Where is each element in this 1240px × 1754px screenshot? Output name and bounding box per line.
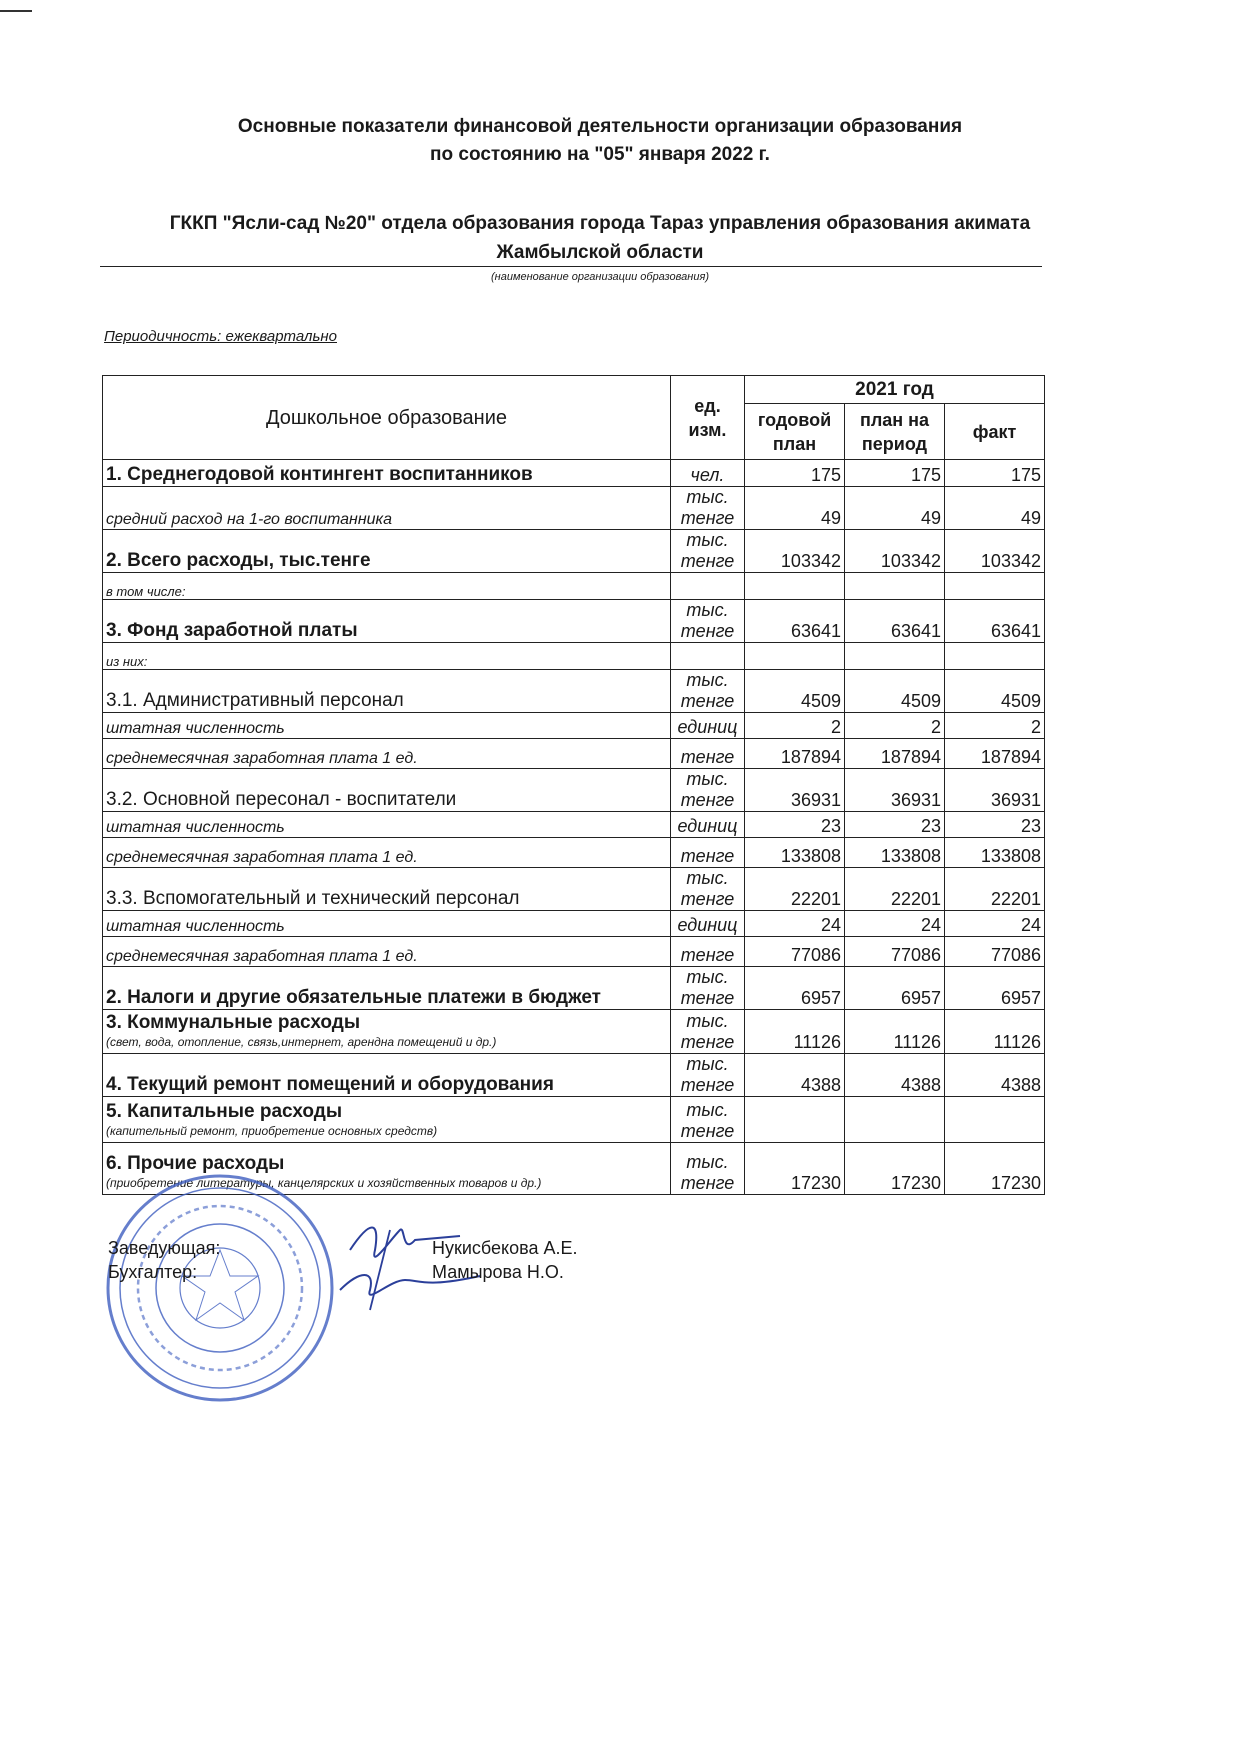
header-year: 2021 год [745, 376, 1045, 404]
row-label: 4. Текущий ремонт помещений и оборудования [103, 1054, 671, 1097]
row-annual-value: 4388 [745, 1054, 845, 1097]
table-row [103, 670, 1045, 713]
table-row [103, 600, 1045, 643]
row-label: среднемесячная заработная плата 1 ед. [103, 739, 671, 769]
row-fact-value: 4388 [945, 1054, 1045, 1097]
row-unit: тыс. тенге [671, 487, 745, 530]
row-period-value: 175 [845, 460, 945, 487]
row-fact-value: 36931 [945, 769, 1045, 812]
row-unit: тыс. тенге [671, 1054, 745, 1097]
row-label: из них: [103, 643, 671, 670]
financial-indicators-table [102, 375, 1045, 1195]
row-period-value: 133808 [845, 838, 945, 868]
row-unit: тыс. тенге [671, 1097, 745, 1143]
row-period-value [845, 643, 945, 670]
row-annual-value: 23 [745, 812, 845, 838]
row-fact-value: 63641 [945, 600, 1045, 643]
row-label: в том числе: [103, 573, 671, 600]
row-annual-value [745, 573, 845, 600]
row-fact-value: 24 [945, 911, 1045, 937]
row-period-value [845, 573, 945, 600]
accountant-role: Бухгалтер: [108, 1262, 198, 1282]
row-period-value: 22201 [845, 868, 945, 911]
row-unit: тыс. тенге [671, 967, 745, 1010]
table-row [103, 1010, 1045, 1054]
row-annual-value: 77086 [745, 937, 845, 967]
row-unit: тыс. тенге [671, 769, 745, 812]
row-fact-value: 49 [945, 487, 1045, 530]
row-label: 3.2. Основной пересонал - воспитатели [103, 769, 671, 812]
table-row [103, 769, 1045, 812]
row-annual-value: 17230 [745, 1143, 845, 1195]
row-fact-value: 175 [945, 460, 1045, 487]
row-fact-value: 22201 [945, 868, 1045, 911]
header-period-plan: план на период [845, 404, 945, 460]
table-row [103, 937, 1045, 967]
row-period-value: 24 [845, 911, 945, 937]
organization-caption: (наименование организации образования) [491, 271, 709, 283]
header-annual-plan: годовой план [745, 404, 845, 460]
row-annual-value: 6957 [745, 967, 845, 1010]
row-label: среднемесячная заработная плата 1 ед. [103, 937, 671, 967]
organization-name-line2: Жамбылской области [496, 242, 704, 263]
row-annual-value: 4509 [745, 670, 845, 713]
row-period-value: 49 [845, 487, 945, 530]
row-period-value: 4509 [845, 670, 945, 713]
row-label [103, 1010, 671, 1054]
row-period-value: 63641 [845, 600, 945, 643]
row-label-note: (приобретение литературы, канцелярских и хозяйственных товаров и др.) [106, 1176, 542, 1190]
row-unit: тыс. тенге [671, 1143, 745, 1195]
row-annual-value [745, 643, 845, 670]
row-period-value: 17230 [845, 1143, 945, 1195]
row-label: средний расход на 1-го воспитанника [103, 487, 671, 530]
row-unit: тыс. тенге [671, 1010, 745, 1054]
row-unit: единиц [671, 812, 745, 838]
row-unit: чел. [671, 460, 745, 487]
document-title-line1: Основные показатели финансовой деятельности организации образования [237, 116, 963, 137]
table-row [103, 573, 1045, 600]
head-role: Заведующая: [108, 1238, 221, 1258]
row-fact-value: 77086 [945, 937, 1045, 967]
row-fact-value: 133808 [945, 838, 1045, 868]
table-row [103, 487, 1045, 530]
row-period-value: 23 [845, 812, 945, 838]
table-row [103, 713, 1045, 739]
row-annual-value: 2 [745, 713, 845, 739]
header-fact: факт [945, 404, 1045, 460]
row-fact-value: 23 [945, 812, 1045, 838]
accountant-name: Мамырова Н.О. [432, 1262, 564, 1282]
row-unit: тыс. тенге [671, 530, 745, 573]
row-period-value: 187894 [845, 739, 945, 769]
row-period-value: 36931 [845, 769, 945, 812]
row-annual-value: 103342 [745, 530, 845, 573]
table-row [103, 967, 1045, 1010]
row-label [103, 1097, 671, 1143]
table-row [103, 643, 1045, 670]
corner-mark [0, 10, 32, 12]
row-label-note: (капительный ремонт, приобретение основных средств) [106, 1124, 438, 1138]
periodicity: Периодичность: ежеквартально [104, 328, 337, 345]
table-row [103, 911, 1045, 937]
row-label: штатная численность [103, 911, 671, 937]
row-unit [671, 643, 745, 670]
row-label-main: 6. Прочие расходы [106, 1153, 285, 1174]
table-row [103, 812, 1045, 838]
row-annual-value: 187894 [745, 739, 845, 769]
row-fact-value [945, 643, 1045, 670]
row-unit: тенге [671, 838, 745, 868]
row-annual-value: 133808 [745, 838, 845, 868]
organization-underline [100, 266, 1042, 267]
row-unit: тыс. тенге [671, 600, 745, 643]
row-label: штатная численность [103, 713, 671, 739]
row-fact-value: 187894 [945, 739, 1045, 769]
row-fact-value: 103342 [945, 530, 1045, 573]
row-unit: единиц [671, 911, 745, 937]
table-row [103, 1054, 1045, 1097]
row-annual-value: 24 [745, 911, 845, 937]
signature-names [432, 1236, 578, 1284]
row-period-value [845, 1097, 945, 1143]
organization-name-line1: ГККП "Ясли-сад №20" отдела образования города Тараз управления образования акимата [169, 213, 1031, 234]
row-unit: тыс. тенге [671, 868, 745, 911]
row-unit [671, 573, 745, 600]
row-label: 1. Среднегодовой контингент воспитанников [103, 460, 671, 487]
row-unit: тенге [671, 937, 745, 967]
row-annual-value: 22201 [745, 868, 845, 911]
row-annual-value: 63641 [745, 600, 845, 643]
row-annual-value: 36931 [745, 769, 845, 812]
row-period-value: 103342 [845, 530, 945, 573]
head-name: Нукисбекова А.Е. [432, 1238, 578, 1258]
row-fact-value: 2 [945, 713, 1045, 739]
row-label: 3.1. Административный персонал [103, 670, 671, 713]
row-fact-value [945, 1097, 1045, 1143]
table-row [103, 838, 1045, 868]
row-label: 2. Налоги и другие обязательные платежи в бюджет [103, 967, 671, 1010]
row-unit: тенге [671, 739, 745, 769]
table-row [103, 868, 1045, 911]
table-row [103, 1097, 1045, 1143]
row-annual-value: 49 [745, 487, 845, 530]
row-fact-value: 11126 [945, 1010, 1045, 1054]
row-period-value: 4388 [845, 1054, 945, 1097]
row-fact-value: 4509 [945, 670, 1045, 713]
row-label: среднемесячная заработная плата 1 ед. [103, 838, 671, 868]
row-label-note: (свет, вода, отопление, связь,интернет, арендна помещений и др.) [106, 1035, 497, 1049]
row-annual-value [745, 1097, 845, 1143]
row-annual-value: 175 [745, 460, 845, 487]
row-annual-value: 11126 [745, 1010, 845, 1054]
table-row [103, 739, 1045, 769]
row-period-value: 6957 [845, 967, 945, 1010]
row-label: 3.3. Вспомогательный и технический персонал [103, 868, 671, 911]
row-label: 2. Всего расходы, тыс.тенге [103, 530, 671, 573]
row-label: штатная численность [103, 812, 671, 838]
row-label-main: 5. Капитальные расходы [106, 1101, 343, 1122]
official-stamp [104, 1172, 336, 1404]
row-unit: тыс. тенге [671, 670, 745, 713]
header-unit: ед. изм. [671, 376, 745, 460]
table-row [103, 530, 1045, 573]
row-fact-value: 17230 [945, 1143, 1045, 1195]
header-name: Дошкольное образование [103, 376, 671, 460]
row-fact-value: 6957 [945, 967, 1045, 1010]
table-row [103, 460, 1045, 487]
document-title-line2: по состоянию на "05" января 2022 г. [430, 144, 770, 165]
signature-roles [108, 1236, 220, 1284]
row-fact-value [945, 573, 1045, 600]
row-label: 3. Фонд заработной платы [103, 600, 671, 643]
table-body [103, 460, 1045, 1195]
row-period-value: 2 [845, 713, 945, 739]
row-period-value: 11126 [845, 1010, 945, 1054]
row-unit: единиц [671, 713, 745, 739]
row-label-main: 3. Коммунальные расходы [106, 1012, 361, 1033]
row-period-value: 77086 [845, 937, 945, 967]
